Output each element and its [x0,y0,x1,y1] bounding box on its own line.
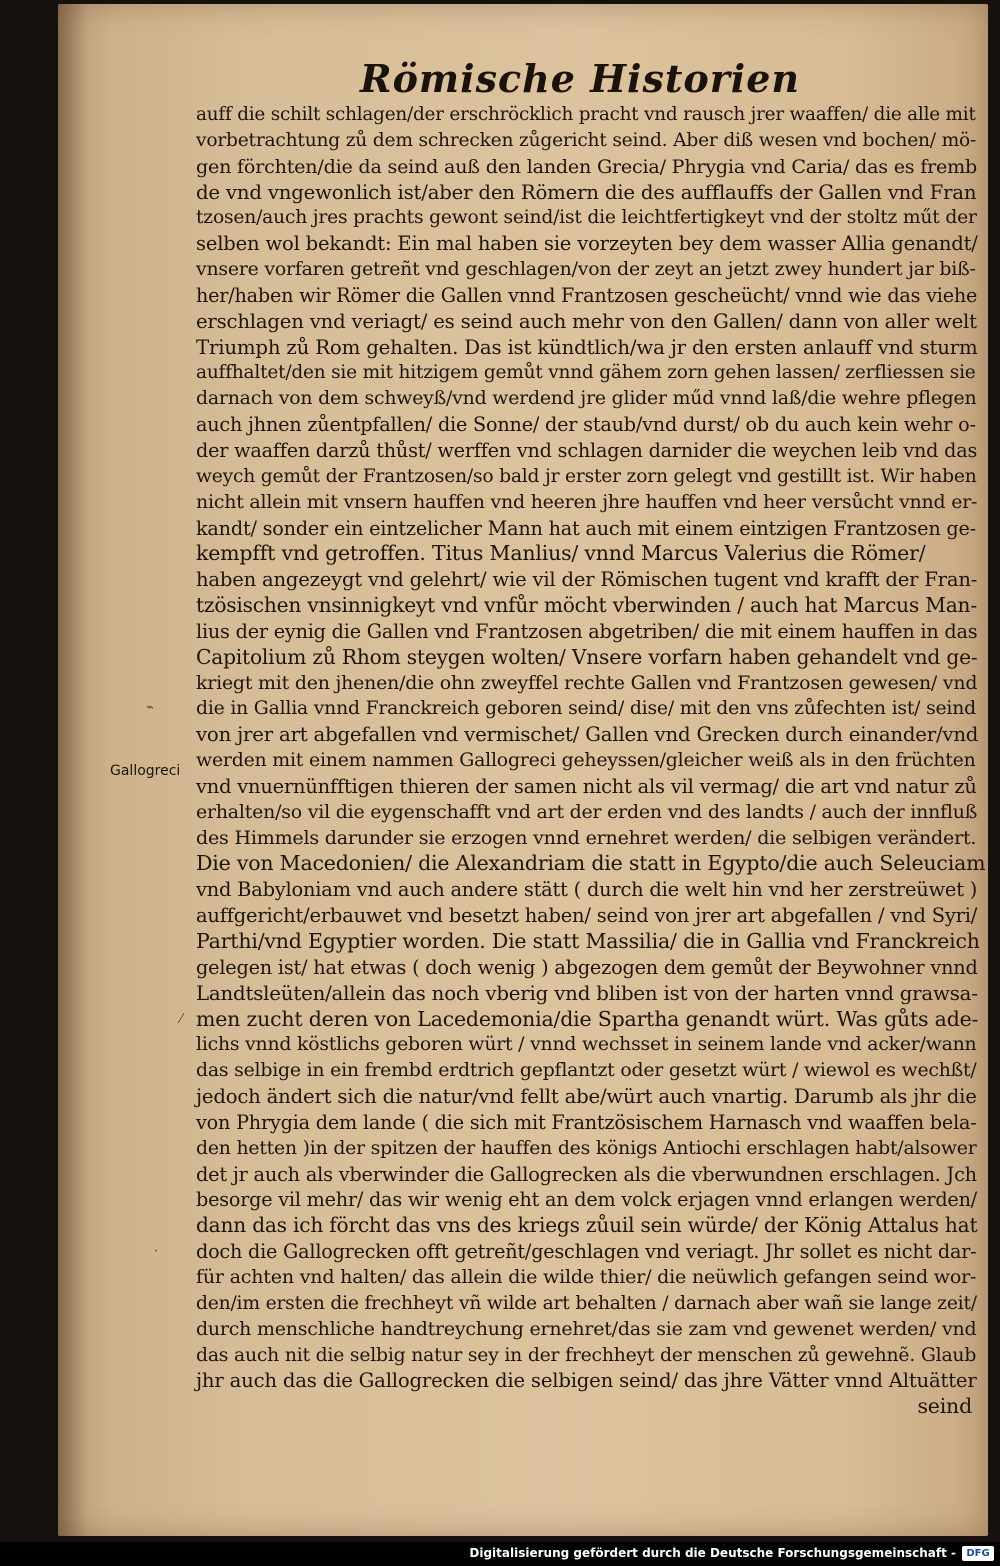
text-line: vnd Babyloniam vnd auch andere stätt ( durch die welt hin vnd her zerstreüwet ) [196,878,978,902]
text-line: auch jhnen zůentpfallen/ die Sonne/ der staub/vnd durst/ ob du auch kein wehr o- [196,413,976,437]
text-line: den/im ersten die frechheyt vñ wilde art behalten / darnach aber wañ sie lange zeit/ [196,1292,977,1314]
page-gutter-shadow [58,4,88,1536]
text-line: weych gemůt der Frantzosen/so bald jr erster zorn gelegt vnd gestillt ist. Wir haben [196,465,977,487]
text-line: den hetten )in der spitzen der hauffen des königs Antiochi erschlagen habt/alsower [196,1137,977,1159]
text-line: jhr auch das die Gallogrecken die selbigen seind/ das jhre Vätter vnnd Altuätter [196,1369,977,1393]
text-line: nicht allein mit vnsern hauffen vnd heeren jhre hauffen vnd heer versůcht vnnd er- [196,490,978,513]
text-line: die in Gallia vnnd Franckreich geboren seind/ dise/ mit den vns zůfechten ist/ seind [196,698,976,720]
text-line: für achten vnd halten/ das allein die wilde thier/ die neüwlich gefangen seind wor- [196,1265,977,1288]
text-line: das auch nit die selbig natur sey in der frechheyt der menschen zů gewehnẽ. Glaub [196,1344,977,1366]
text-line: besorge vil mehr/ das wir wenig eht an dem volck erjagen vnnd erlangen werden/ [196,1188,977,1212]
dfg-logo: DFG [962,1546,994,1561]
text-line: lichs vnnd köstlichs geboren würt / vnnd wechsset in seinem lande vnd acker/wann [196,1034,977,1056]
text-line: Die von Macedonien/ die Alexandriam die statt in Egypto/die auch Seleuciam [196,851,986,876]
text-line: kandt/ sonder ein eintzelicher Mann hat auch mit einem eintzigen Frantzosen ge- [196,516,976,540]
ink-speck-mark: ⌁ [146,700,154,715]
text-line: erschlagen vnd veriagt/ es seind auch mehr von den Gallen/ dann von aller welt [196,309,977,333]
text-line: von Phrygia dem lande ( die sich mit Frantzösischem Harnasch vnd waaffen bela- [196,1110,977,1134]
ink-speck-mark: · [154,1244,159,1259]
text-line: darnach von dem schweyß/vnd werdend jre glider műd vnnd laß/die wehre pflegen [196,387,977,410]
text-line: von jrer art abgefallen vnd vermischet/ Gallen vnd Grecken durch einander/vnd [196,723,979,747]
text-line: vorbetrachtung zů dem schrecken zůgericht seind. Aber diß wesen vnd bochen/ mö- [196,129,977,151]
text-line: jedoch ändert sich die natur/vnd fellt abe/würt auch vnartig. Darumb als jhr die [196,1085,977,1109]
text-line: kempfft vnd getroffen. Titus Manlius/ vnnd Marcus Valerius die Römer/ [196,541,926,566]
text-line: auffhaltet/den sie mit hitzigem gemůt vnnd gähem zorn gehen lassen/ zerfliessen sie [196,362,976,384]
text-line: her/haben wir Römer die Gallen vnnd Frantzosen gescheücht/ vnnd wie das viehe [196,283,978,307]
text-line: tzosen/auch jres prachts gewont seind/ist die leichtfertigkeyt vnd der stoltz műt der [196,207,977,229]
text-line: selben wol bekandt: Ein mal haben sie vorzeyten bey dem wasser Allia genandt/ [196,232,978,256]
ink-speck-mark: ⁄ [180,1012,183,1027]
text-line: dann das ich förcht das vns des kriegs zůuil sein würde/ der König Attalus hat [196,1213,978,1238]
text-line: vnd vnuernünfftigen thieren der samen nicht als vil vermag/ die art vnd natur zů [196,774,977,798]
marginal-note: Gallogreci [110,763,181,779]
text-line: kriegt mit den jhenen/die ohn zweyffel rechte Gallen vnd Frantzosen gewesen/ vnd [196,671,978,694]
text-line: Landtsleüten/allein das noch vberig vnd bliben ist von der harten vnnd grawsa- [196,981,978,1005]
text-line: men zucht deren von Lacedemonia/die Spartha genandt würt. Was gůts ade- [196,1006,979,1031]
funding-credit: Digitalisierung gefördert durch die Deutsche Forschungsgemeinschaft - [469,1546,956,1560]
text-line: das selbige in ein frembd erdtrich gepflantzt oder gesetzt würt / wiewol es wechßt/ [196,1060,977,1082]
text-line: haben angezeygt vnd gelehrt/ wie vil der Römischen tugent vnd krafft der Fran- [196,568,978,592]
catchword: seind [917,1394,972,1419]
text-line: lius der eynig die Gallen vnd Frantzosen abgetriben/ die mit einem hauffen in das [196,619,978,643]
text-line: Capitolium zů Rhom steygen wolten/ Vnsere vorfarn haben gehandelt vnd ge- [196,644,978,669]
text-line: vnsere vorfaren getreñt vnd geschlagen/von der zeyt an jetzt zwey hundert jar biß- [196,258,976,281]
text-line: det jr auch als vberwinder die Gallogrecken als die vberwundnen erschlagen. Jch [196,1162,977,1186]
text-line: Parthi/vnd Egyptier worden. Die statt Massilia/ die in Gallia vnd Franckreich [196,929,980,953]
text-line: tzösischen vnsinnigkeyt vnd vnfůr möcht vberwinden / auch hat Marcus Man- [196,593,977,618]
text-line: de vnd vngewonlich ist/aber den Römern die des aufflauffs der Gallen vnd Fran [196,180,977,204]
text-line: erhalten/so vil die eygenschafft vnd art der erden vnd des landts / auch der innfluß [196,800,978,823]
text-line: werden mit einem nammen Gallogreci geheyssen/gleicher weiß als in den früchten [196,749,976,772]
running-head: Römische Historien [360,56,801,101]
footer-bar [0,1542,1000,1566]
text-line: des Himmels darunder sie erzogen vnnd ernehret werden/ die selbigen verändert. [196,826,977,849]
text-line: auff die schilt schlagen/der erschröcklich pracht vnd rausch jrer waaffen/ die alle mit [196,104,976,125]
text-line: gelegen ist/ hat etwas ( doch wenig ) abgezogen dem gemůt der Beywohner vnnd [196,955,978,979]
body-text [196,102,986,1420]
text-line: der waaffen darzů thůst/ werffen vnd schlagen darnider die weychen leib vnd das [196,438,978,462]
text-line: gen förchten/die da seind auß den landen Grecia/ Phrygia vnd Caria/ das es fremb [196,154,978,178]
text-line: Triumph zů Rom gehalten. Das ist kündtlich/wa jr den ersten anlauff vnd sturm [196,335,978,359]
text-line: auffgericht/erbauwet vnd besetzt haben/ seind von jrer art abgefallen / vnd Syri/ [196,904,978,928]
text-line: doch die Gallogrecken offt getreñt/geschlagen vnd veriagt. Jhr sollet es nicht dar- [196,1240,977,1264]
text-line: durch menschliche handtreychung ernehret/das sie zam vnd gewenet werden/ vnd [196,1317,977,1340]
